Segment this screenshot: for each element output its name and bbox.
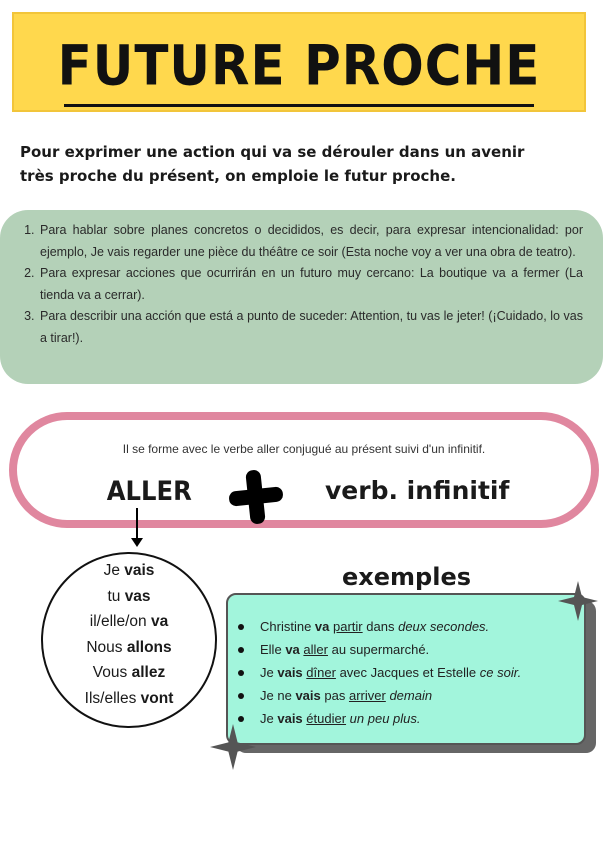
conj-row (43, 635, 215, 661)
ex-aux: va (285, 642, 300, 657)
conj-pronoun: Nous (86, 638, 123, 656)
conj-row (43, 609, 215, 635)
ex-aux: vais (295, 688, 321, 703)
conj-verb: vas (124, 587, 151, 605)
formation-box (9, 412, 599, 528)
example-item (260, 615, 584, 638)
plus-icon (229, 470, 283, 524)
conj-verb: vont (140, 689, 174, 707)
conj-pronoun: Je (103, 562, 120, 579)
conj-verb: va (150, 613, 169, 630)
conj-pronoun: Ils/elles (84, 689, 137, 707)
ex-subject: Je (260, 665, 274, 680)
intro-line-2: très proche du présent, on emploie le futur proche. (20, 167, 456, 185)
star-icon (210, 724, 256, 770)
ex-infinitive: étudier (306, 711, 347, 726)
star-icon (558, 581, 598, 621)
conjugation-list (43, 558, 215, 711)
ex-italic: ce soir. (479, 665, 522, 680)
conj-verb: allons (126, 638, 172, 656)
conj-verb: allez (131, 664, 166, 681)
ex-infinitive: partir (333, 619, 363, 634)
examples-box (226, 593, 586, 745)
ex-italic: demain (389, 688, 433, 703)
examples-title: exemples (342, 563, 472, 591)
ex-infinitive: dîner (306, 665, 336, 680)
conj-pronoun: tu (107, 587, 121, 605)
conj-row (43, 660, 215, 686)
formation-sentence: Il se forme avec le verbe aller conjugué au présent suivi d'un infinitif. (122, 442, 486, 456)
examples-list (228, 595, 584, 730)
example-item (260, 684, 584, 707)
aller-label: ALLER (106, 476, 192, 507)
uses-list (20, 220, 583, 349)
use-item-1: 1. Para hablar sobre planes concretos o decididos, es decir, para expresar intencionalidad: por ejemplo, Je vais regarder une pièce du théâtre ce soir (Esta noche voy a ver una obra de teatro). (38, 220, 583, 263)
ex-italic: deux secondes. (398, 619, 490, 634)
conj-row (43, 686, 215, 712)
ex-subject: Je ne (260, 688, 292, 703)
ex-aux: va (314, 619, 330, 634)
conj-pronoun: il/elle/on (89, 613, 147, 630)
conj-row (43, 558, 215, 584)
page-title: FUTURE PROCHE (57, 34, 541, 98)
use-item-3: 3. Para describir una acción que está a punto de suceder: Attention, tu vas le jeter! (¡Cuidado, lo vas a tirar!). (38, 306, 583, 349)
ex-infinitive: aller (303, 642, 328, 657)
title-underline (64, 104, 534, 107)
infinitive-label: verb. infinitif (325, 476, 510, 505)
ex-subject: Christine (260, 619, 312, 634)
title-banner (12, 12, 586, 112)
ex-subject: Elle (260, 642, 282, 657)
uses-box (0, 210, 603, 384)
arrow-head (131, 538, 143, 547)
example-item (260, 638, 584, 661)
ex-aux: vais (277, 665, 303, 680)
conj-row (43, 584, 215, 610)
intro-line-1: Pour exprimer une action qui va se dérouler dans un avenir (20, 143, 525, 161)
ex-aux: vais (277, 711, 303, 726)
ex-rest: pas (324, 688, 346, 703)
example-item (260, 661, 584, 684)
use-item-2: 2. Para expresar acciones que ocurrirán en un futuro muy cercano: La boutique va a fermer (La tienda va a cerrar). (38, 263, 583, 306)
conj-pronoun: Vous (92, 664, 128, 681)
conjugation-circle (41, 552, 217, 728)
conj-verb: vais (124, 562, 155, 579)
down-arrow-icon (136, 508, 138, 542)
ex-rest: avec Jacques et Estelle (339, 665, 477, 680)
example-item (260, 707, 584, 730)
intro-paragraph (20, 140, 585, 188)
ex-italic: un peu plus. (349, 711, 421, 726)
ex-infinitive: arriver (348, 688, 386, 703)
ex-rest: au supermarché. (331, 642, 430, 657)
ex-subject: Je (260, 711, 274, 726)
ex-rest: dans (366, 619, 395, 634)
